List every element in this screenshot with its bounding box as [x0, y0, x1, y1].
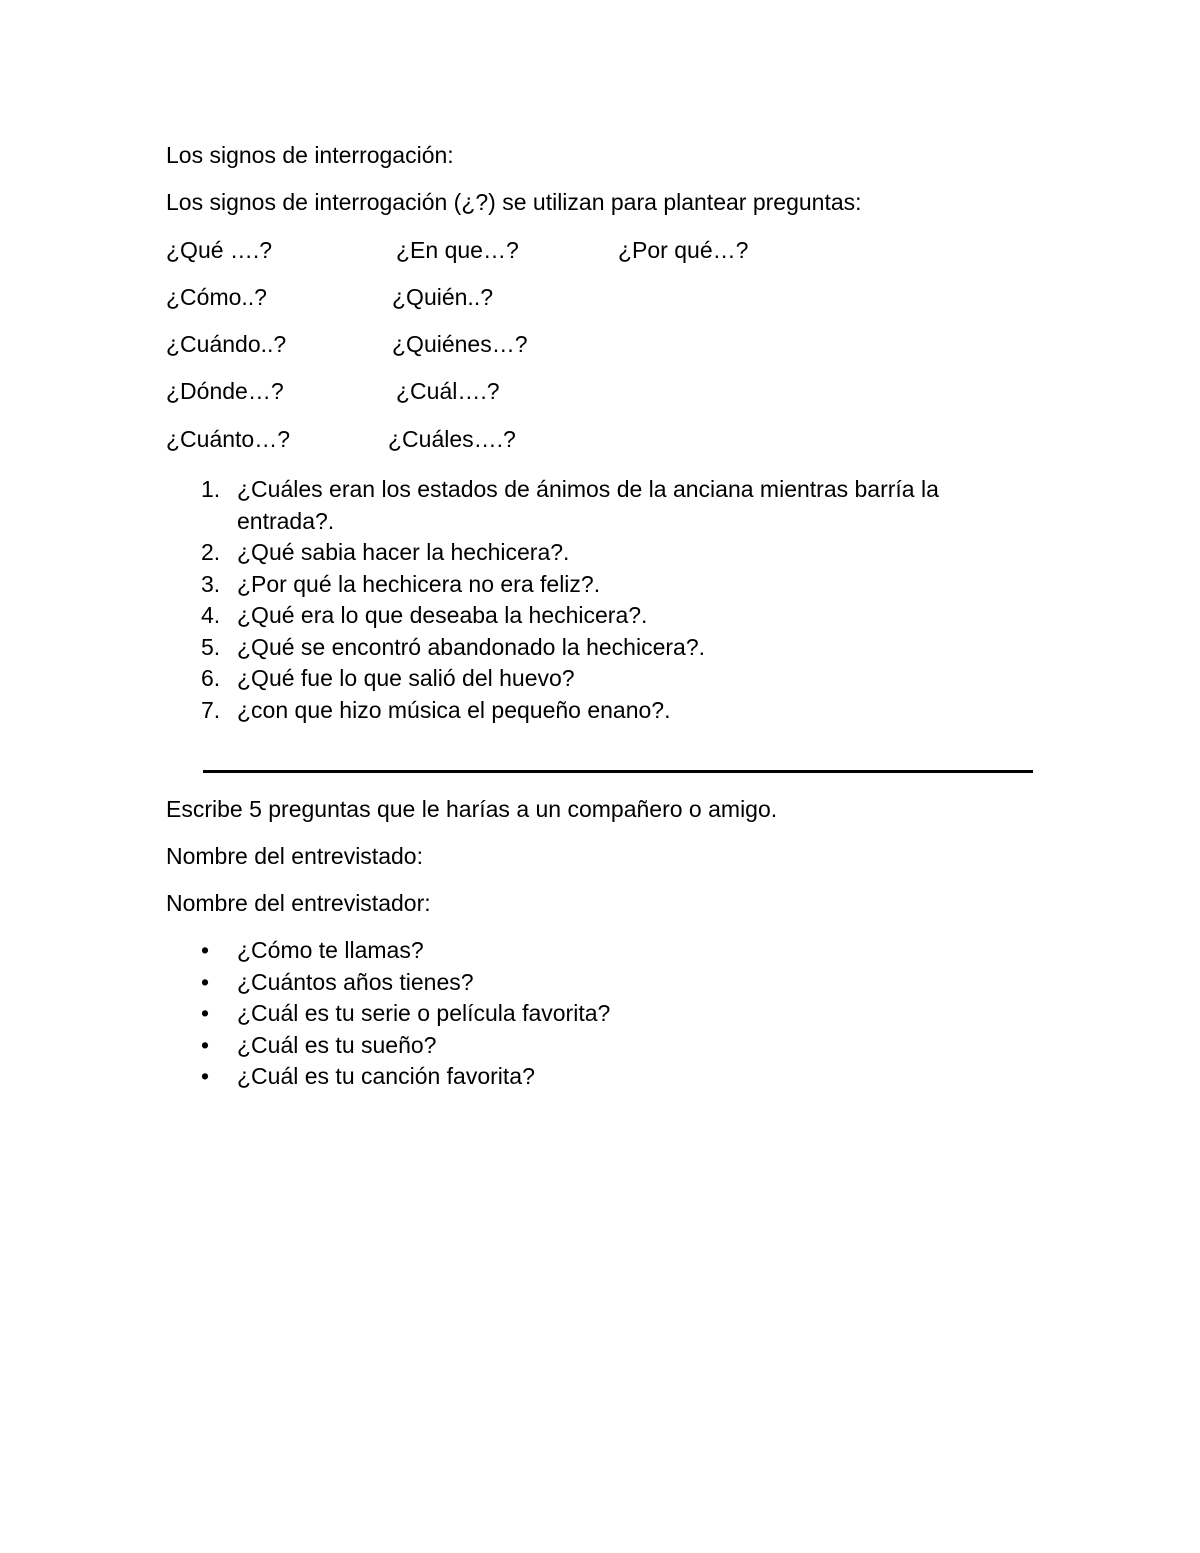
- question-word: ¿Cuándo..?: [166, 331, 287, 357]
- question-word: ¿Qué ….?: [166, 237, 273, 263]
- item-text: ¿Qué sabia hacer la hechicera?.: [237, 539, 570, 565]
- interview-question-list: [166, 935, 610, 1093]
- item-text: ¿Por qué la hechicera no era feliz?.: [237, 570, 601, 597]
- list-item: [166, 1061, 610, 1093]
- question-words-row: [166, 283, 966, 311]
- question-word: ¿Cuál….?: [396, 378, 500, 404]
- question-word: ¿Quién..?: [392, 284, 493, 310]
- heading: Los signos de interrogación:: [166, 142, 454, 168]
- item-number: 7.: [201, 696, 221, 723]
- horizontal-divider: [203, 770, 1033, 773]
- question-word: ¿Cuánto…?: [166, 426, 291, 452]
- list-item: [166, 632, 1037, 664]
- item-number: 3.: [201, 570, 221, 597]
- list-item: [166, 537, 1037, 569]
- item-number: 6.: [201, 665, 221, 691]
- bullet-icon: •: [201, 968, 210, 995]
- item-text: ¿Cuál es tu sueño?: [237, 1031, 437, 1058]
- question-word: ¿Dónde…?: [166, 378, 284, 404]
- list-item: [166, 695, 1037, 727]
- item-text: ¿Cuántos años tienes?: [237, 968, 474, 995]
- list-item: [166, 600, 1037, 632]
- list-item: [166, 569, 1037, 601]
- question-word: ¿Cómo..?: [166, 284, 267, 310]
- question-word: ¿Cuáles….?: [388, 426, 516, 452]
- intro-text: Los signos de interrogación (¿?) se utilizan para plantear preguntas:: [166, 189, 862, 215]
- question-words-row: [166, 236, 966, 264]
- question-words-row: [166, 425, 966, 453]
- item-number: 4.: [201, 602, 221, 628]
- bullet-icon: •: [201, 1000, 210, 1026]
- item-text: ¿Cómo te llamas?: [237, 937, 424, 963]
- item-text: ¿Qué era lo que deseaba la hechicera?.: [237, 602, 648, 628]
- item-text: ¿Cuál es tu canción favorita?: [237, 1063, 535, 1089]
- question-word: ¿Por qué…?: [618, 237, 749, 263]
- item-text: ¿con que hizo música el pequeño enano?.: [237, 696, 671, 723]
- item-text: ¿Qué se encontró abandonado la hechicera?.: [237, 633, 705, 660]
- interviewee-label: Nombre del entrevistado:: [166, 843, 423, 869]
- question-words-row: [166, 377, 966, 405]
- list-item: [166, 998, 610, 1030]
- question-word: ¿En que…?: [396, 237, 519, 263]
- question-word: ¿Quiénes…?: [392, 331, 528, 357]
- list-item: [166, 1030, 610, 1062]
- item-text: ¿Cuál es tu serie o película favorita?: [237, 1000, 611, 1026]
- bullet-icon: •: [201, 1031, 210, 1058]
- list-item: [166, 663, 1037, 695]
- list-item: [166, 967, 610, 999]
- bullet-icon: •: [201, 1063, 210, 1089]
- item-number: 1.: [201, 476, 221, 502]
- list-item: [166, 474, 1037, 537]
- item-number: 2.: [201, 539, 221, 565]
- numbered-question-list: [166, 474, 1066, 726]
- interviewer-label: Nombre del entrevistador:: [166, 890, 431, 916]
- item-text: ¿Qué fue lo que salió del huevo?: [237, 665, 575, 691]
- list-item: [166, 935, 610, 967]
- instruction-text: Escribe 5 preguntas que le harías a un compañero o amigo.: [166, 796, 778, 822]
- question-words-row: [166, 330, 966, 358]
- bullet-icon: •: [201, 937, 210, 963]
- item-number: 5.: [201, 633, 221, 660]
- item-text: ¿Cuáles eran los estados de ánimos de la anciana mientras barría la entrada?.: [237, 476, 939, 534]
